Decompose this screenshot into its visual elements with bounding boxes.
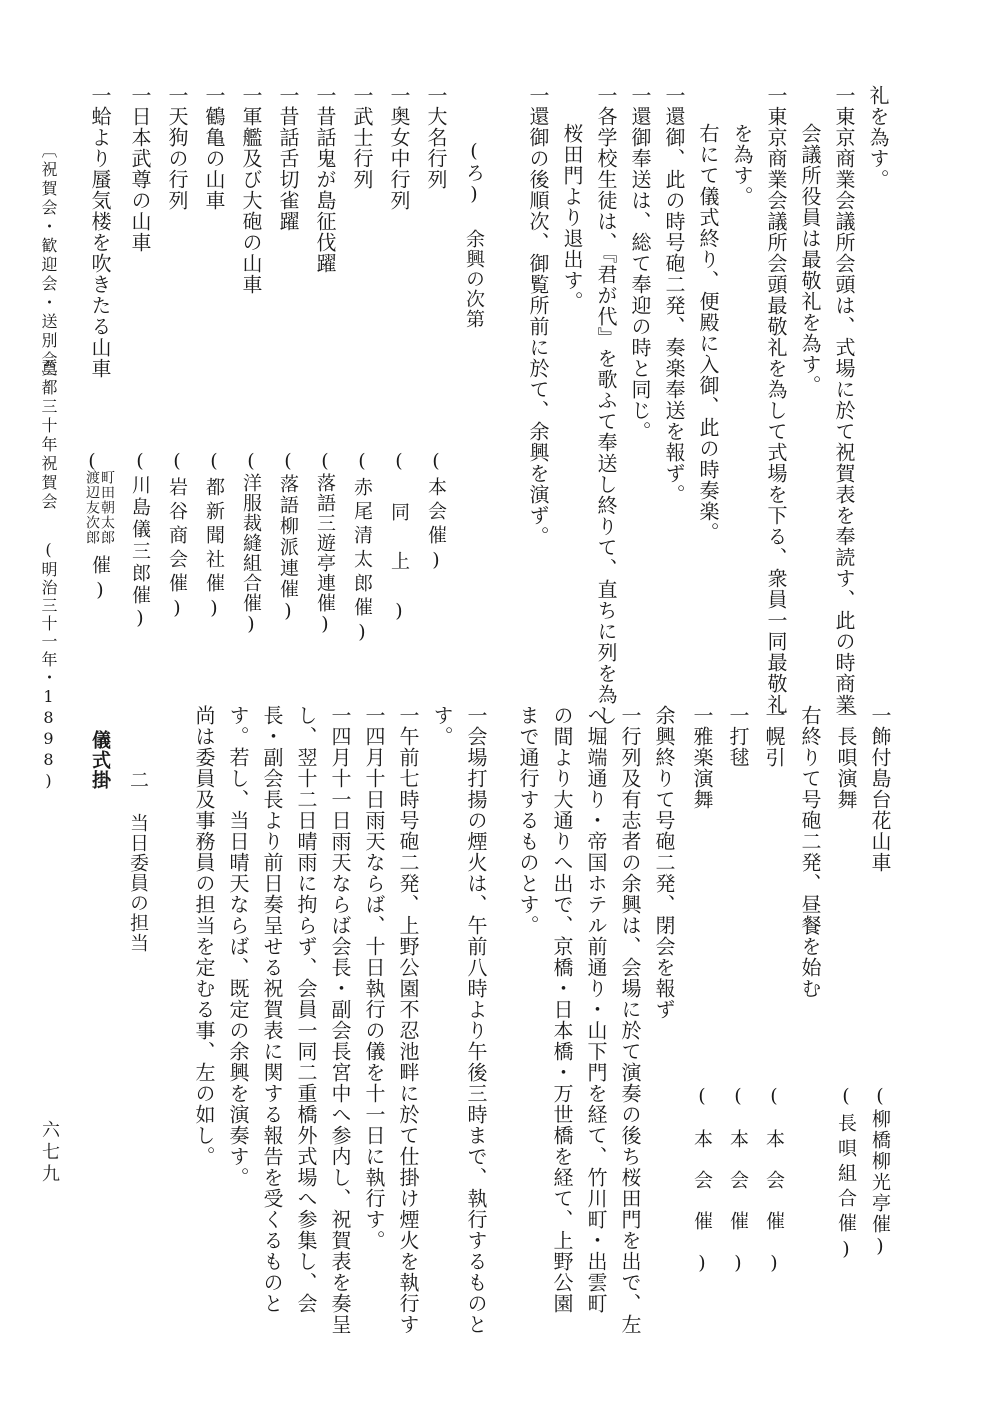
text-line: 会議所役員は最敬礼を為す。: [798, 123, 822, 396]
program-item: 一鶴亀の山車: [202, 85, 226, 211]
text-line: 一会場打揚の煙火は、午前八時より午後三時まで、執行するものと: [464, 705, 488, 1335]
section-title: 二 当日委員の担当: [127, 770, 149, 953]
program-credit-names: [84, 470, 114, 545]
program-credit: (落語柳派連催): [277, 450, 299, 624]
text-line: まで通行するものとす。: [516, 705, 540, 936]
text-line: 一午前七時号砲二発、上野公園不忍池畔に於て仕掛け煙火を執行す: [396, 705, 420, 1335]
program-item: 一雅楽演舞: [690, 705, 714, 810]
text-line: し、翌十二日晴雨に拘らず、会員一同二重橋外式場へ参集し、会: [294, 705, 318, 1314]
text-line: 一東京商業会議所会頭最敬礼を為して式場を下る、衆員一同最敬礼: [764, 85, 788, 715]
credit-open-paren: (: [81, 450, 103, 477]
program-item: 一長唄演舞: [834, 705, 858, 810]
running-header-section: 〔祝賀会・歓迎会・送別会〕: [39, 142, 58, 389]
program-credit: (落語三遊亭連催): [314, 450, 336, 636]
page-number: 六七九: [39, 1120, 60, 1186]
program-item: 一幌引: [762, 705, 786, 768]
program-item: 一武士行列: [350, 85, 374, 190]
text-line: 右にて儀式終り、便殿に入御、此の時奏楽。: [696, 123, 720, 543]
program-credit: (赤尾清太郎催): [351, 450, 373, 648]
program-item: 一飾付島台花山車: [868, 705, 892, 873]
text-line: 一還御、此の時号砲二発、奏楽奉送を報ず。: [662, 85, 686, 505]
program-item: 一昔話舌切雀躍: [276, 85, 300, 232]
credit-name: 渡辺友次郎: [84, 470, 100, 545]
text-line: へ堀端通り・帝国ホテル前通り・山下門を経て、竹川町・出雲町: [584, 705, 608, 1314]
running-header-date: (明治三十一年・1898): [39, 540, 58, 792]
program-credit: (洋服裁縫組合催): [240, 450, 262, 636]
program-item: 一天狗の行列: [165, 85, 189, 211]
program-credit-suffix: 催): [89, 555, 111, 606]
program-credit: (本会催): [727, 1085, 749, 1296]
program-item: 一日本武尊の山車: [128, 85, 152, 253]
text-line: 一行列及有志者の余興は、会場に於て演奏の後ち桜田門を出で、左: [618, 705, 642, 1335]
text-line: 一還御奉送は、総て奉迎の時と同じ。: [628, 85, 652, 442]
text-line: 右終りて号砲二発、昼餐を始む: [798, 705, 822, 999]
text-line: 一還御の後順次、御覧所前に於て、余興を演ず。: [526, 85, 550, 547]
program-item: 一昔話鬼が島征伐躍: [313, 85, 337, 274]
text-line: 余興終りて号砲二発、閉会を報ず: [652, 705, 676, 1020]
text-line: 尚は委員及事務員の担当を定むる事、左の如し。: [192, 705, 216, 1167]
program-credit: (柳橋柳光亭催): [869, 1085, 891, 1259]
program-credit: (本会催): [763, 1085, 785, 1296]
program-item: 一軍艦及び大砲の山車: [239, 85, 263, 295]
text-line: 一各学校生徒は、『君が代』を歌ふて奉送し終りて、直ちに列を為し: [594, 85, 618, 726]
credit-name: 町田朝太郎: [99, 470, 115, 545]
running-header-title: 奠都三十年祝賀会: [39, 360, 58, 512]
program-item: 一奥女中行列: [387, 85, 411, 211]
text-line: 長・副会長より前日奏呈せる祝賀表に関する報告を受くるものと: [260, 705, 284, 1314]
text-line: す。: [430, 705, 454, 747]
program-item: 一打毬: [726, 705, 750, 768]
program-credit: (川島儀三郎催): [129, 450, 151, 632]
program-subheading: (ろ) 余興の次第: [463, 140, 485, 329]
program-credit: (本会催): [691, 1085, 713, 1296]
text-line: を為す。: [730, 123, 754, 207]
text-line: 一四月十日雨天ならば、十日執行の儀を十一日に執行す。: [362, 705, 386, 1251]
program-credit: (本会催): [425, 450, 447, 576]
text-line: 一東京商業会議所会頭は、式場に於て祝賀表を奉読す、此の時商業: [832, 85, 856, 715]
text-line: 礼を為す。: [866, 85, 890, 190]
program-item: 一大名行列: [424, 85, 448, 190]
program-credit: (都新聞社催): [203, 450, 225, 624]
program-credit: (長唄組合催): [835, 1085, 857, 1266]
subsection-title: 儀式掛: [89, 730, 111, 790]
text-line: す。若し、当日晴天ならば、既定の余興を演奏す。: [226, 705, 250, 1188]
program-item: 一蛤より蜃気楼を吹きたる山車: [88, 85, 112, 379]
program-credit: (同上): [388, 450, 410, 652]
text-line: 一四月十一日雨天ならば会長・副会長宮中へ参内し、祝賀表を奏呈: [328, 705, 352, 1335]
text-line: 桜田門より退出す。: [560, 123, 584, 312]
program-credit: (岩谷商会催): [166, 450, 188, 624]
text-line: の間より大通りへ出で、京橋・日本橋・万世橋を経て、上野公園: [550, 705, 574, 1314]
